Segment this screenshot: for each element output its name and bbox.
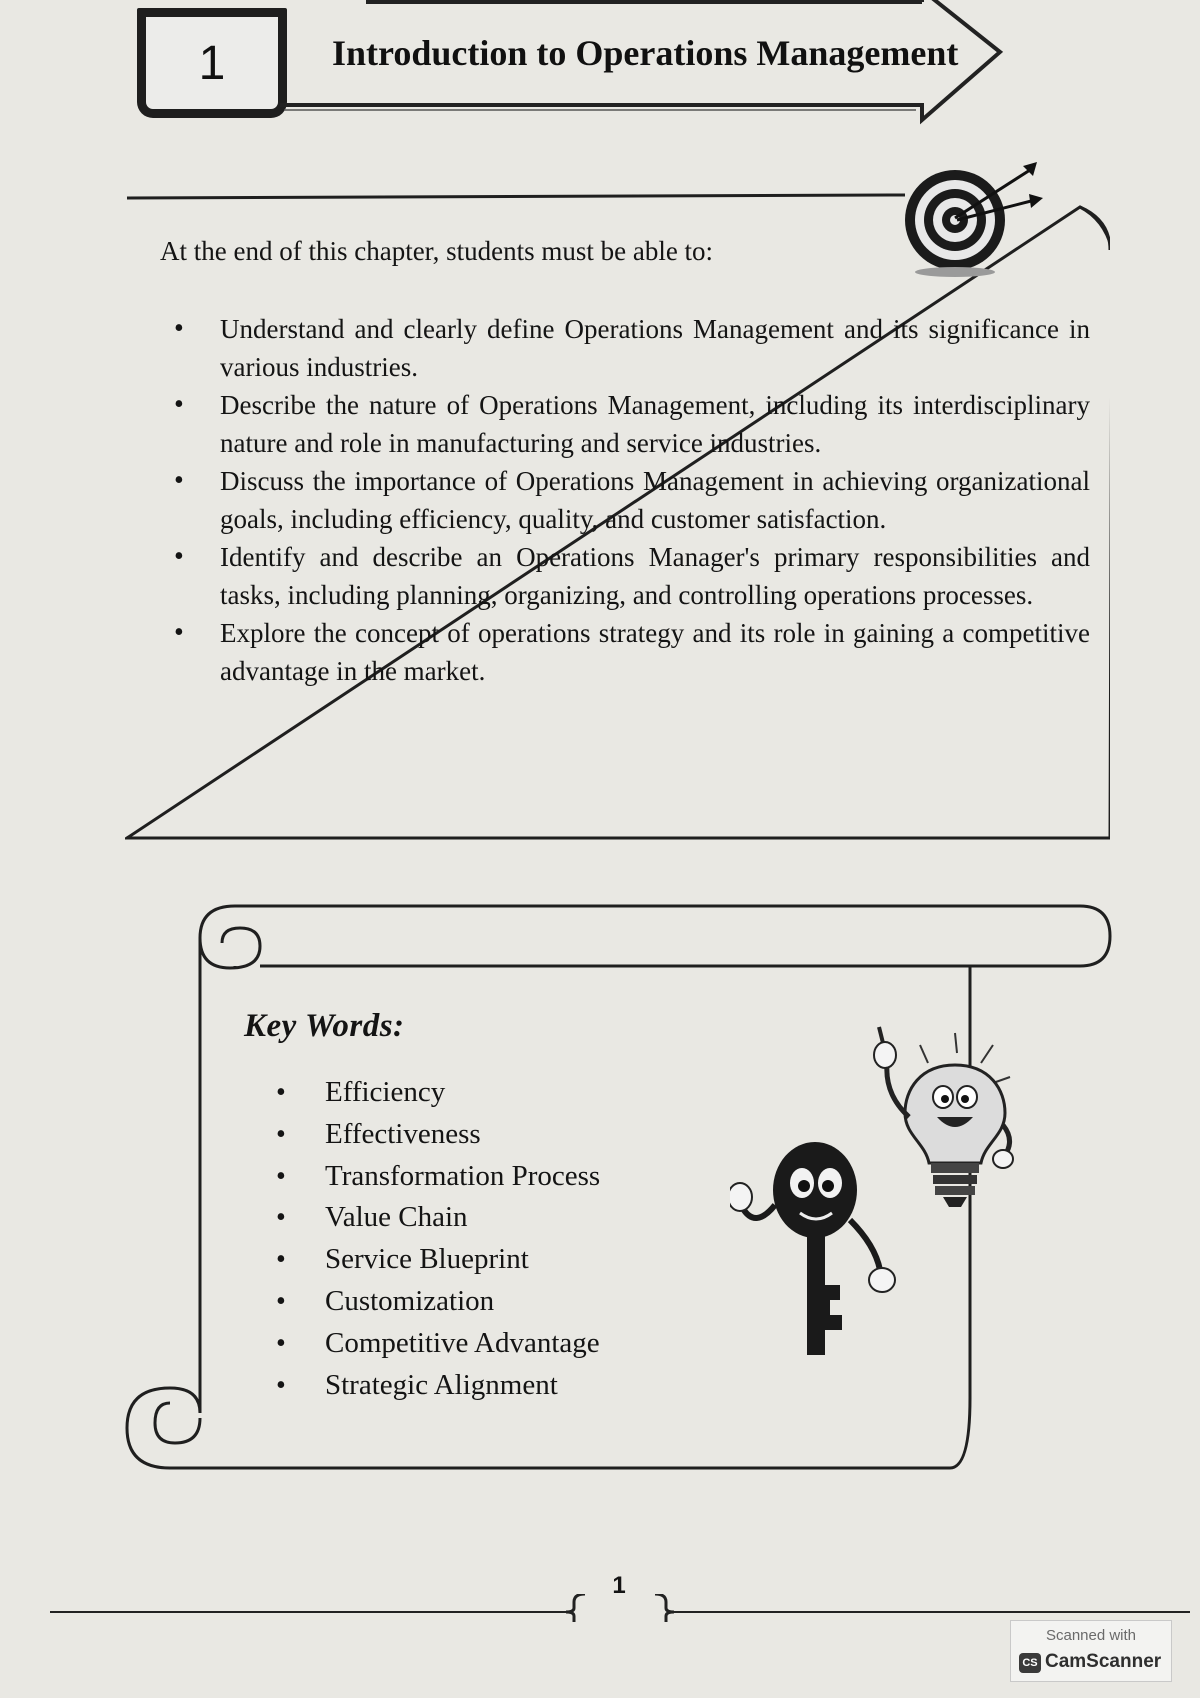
key-word-item: • Effectiveness xyxy=(270,1114,600,1156)
camscanner-logo-icon: CS xyxy=(1019,1653,1041,1673)
chapter-number-box xyxy=(137,8,287,118)
objectives-list xyxy=(160,310,1090,690)
key-word-item: • Transformation Process xyxy=(270,1156,600,1198)
lightbulb-mascot-icon xyxy=(865,1025,1020,1215)
objective-item: • Identify and describe an Operations Manager's primary responsibilities and tasks, including planning, organizing, and controlling operations processes. xyxy=(160,538,1090,614)
chapter-number: 1 xyxy=(198,36,226,90)
chapter-title: Introduction to Operations Management xyxy=(332,33,959,73)
key-words-title: Key Words: xyxy=(244,1008,405,1044)
key-word-item: • Customization xyxy=(270,1281,600,1323)
watermark-brand: CamScanner xyxy=(1045,1651,1162,1672)
key-word-item: • Competitive Advantage xyxy=(270,1323,600,1365)
objectives-intro: At the end of this chapter, students must be able to: xyxy=(160,236,714,266)
key-word-item: • Service Blueprint xyxy=(270,1239,600,1281)
page-number: 1 xyxy=(612,1572,626,1599)
key-words-list xyxy=(270,1072,600,1406)
objective-item: • Understand and clearly define Operations Management and its significance in various industries. xyxy=(160,310,1090,386)
key-word-item: • Efficiency xyxy=(270,1072,600,1114)
key-word-item: • Value Chain xyxy=(270,1197,600,1239)
key-word-item: • Strategic Alignment xyxy=(270,1365,600,1407)
objective-item: • Discuss the importance of Operations Management in achieving organizational goals, including efficiency, quality, and customer satisfaction. xyxy=(160,462,1090,538)
camscanner-watermark xyxy=(1010,1620,1172,1682)
target-icon xyxy=(895,160,1045,280)
objective-item: • Describe the nature of Operations Management, including its interdisciplinary nature and role in manufacturing and service industries. xyxy=(160,386,1090,462)
watermark-caption: Scanned with xyxy=(1045,1627,1137,1644)
objective-item: • Explore the concept of operations strategy and its role in gaining a competitive advantage in the market. xyxy=(160,614,1090,690)
